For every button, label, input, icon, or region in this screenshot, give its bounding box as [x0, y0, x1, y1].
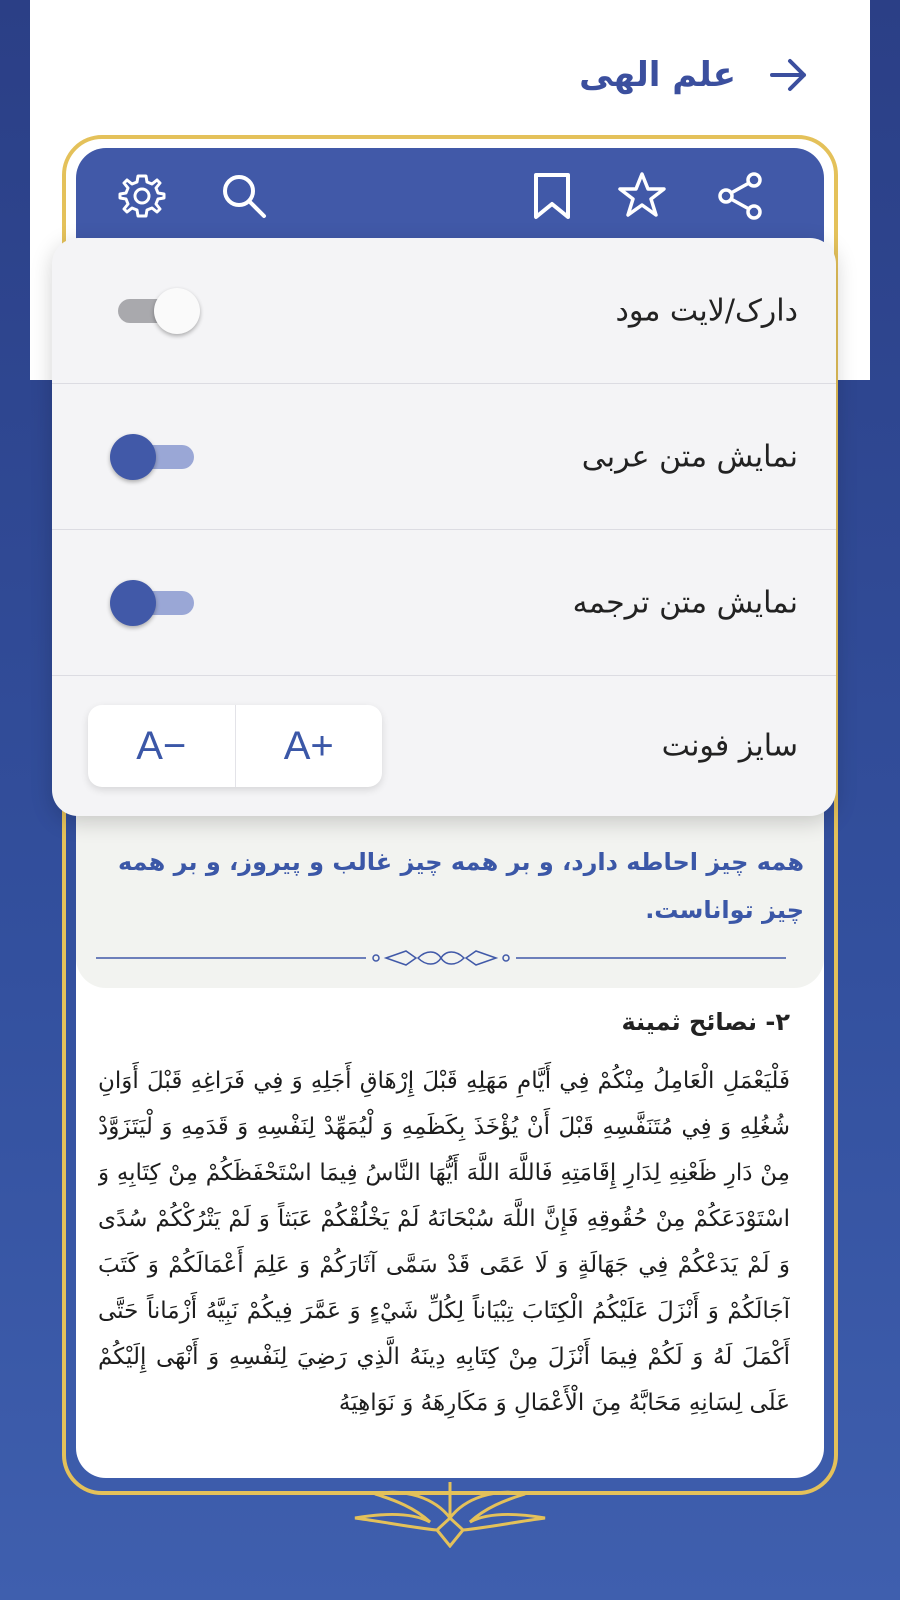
setting-label: دارک/لایت مود: [615, 293, 798, 328]
settings-panel: [52, 238, 836, 816]
page-title: علم الهی: [579, 55, 736, 95]
setting-row-dark-mode: [52, 238, 836, 384]
arrow-right-icon[interactable]: [766, 53, 810, 97]
bookmark-icon[interactable]: [526, 170, 578, 222]
font-size-control: [88, 705, 382, 787]
toggle-knob: [110, 434, 156, 480]
toggle-knob: [110, 580, 156, 626]
toggle-knob: [154, 288, 200, 334]
setting-row-arabic-text: [52, 384, 836, 530]
search-icon[interactable]: [218, 170, 270, 222]
section-heading: ۲- نصائح ثمینة: [621, 1008, 790, 1036]
gear-icon[interactable]: [116, 170, 168, 222]
setting-label: نمایش متن ترجمه: [572, 585, 798, 620]
setting-label: نمایش متن عربی: [581, 439, 798, 474]
share-icon[interactable]: [714, 170, 766, 222]
font-decrease-button[interactable]: A−: [136, 723, 187, 768]
arabic-text: فَلْيَعْمَلِ الْعَامِلُ مِنْكُمْ فِي أَيَّامِ مَهَلِهِ قَبْلَ إِرْهَاقِ أَجَلِهِ وَ فِي فَرَاغِهِ قَبْلَ أَوَانِ شُغُلِهِ وَ فِي مُتَنَفَّسِهِ قَبْلَ أَنْ يُؤْخَذَ بِكَظَمِهِ وَ لْيُمَهِّدْ لِنَفْسِهِ وَ قَدَمِهِ وَ لْيَتَزَوَّدْ مِنْ دَارِ ظَعْنِهِ لِدَارِ إِقَامَتِهِ فَاللَّهَ اللَّهَ أَيُّهَا النَّاسُ فِيمَا اسْتَحْفَظَكُمْ مِنْ كِتَابِهِ وَ اسْتَوْدَعَكُمْ مِنْ حُقُوقِهِ فَإِنَّ اللَّهَ سُبْحَانَهُ لَمْ يَخْلُقْكُمْ عَبَثاً وَ لَمْ يَتْرُكْكُمْ سُدًى وَ لَمْ يَدَعْكُمْ فِي جَهَالَةٍ وَ لَا عَمًى قَدْ سَمَّى آثَارَكُمْ وَ عَلِمَ أَعْمَالَكُمْ وَ كَتَبَ آجَالَكُمْ وَ أَنْزَلَ عَلَيْكُمُ الْكِتَابَ تِبْيَاناً لِكُلِّ شَيْءٍ وَ عَمَّرَ فِيكُمْ نَبِيَّهُ أَزْمَاناً حَتَّى أَكْمَلَ لَهُ وَ لَكُمْ فِيمَا أَنْزَلَ مِنْ كِتَابِهِ دِينَهُ الَّذِي رَضِيَ لِنَفْسِهِ وَ أَنْهَى إِلَيْكُمْ عَلَى لِسَانِهِ مَحَابَّهُ مِنَ الْأَعْمَالِ وَ مَكَارِهَهُ وَ نَوَاهِيَهُ: [98, 1068, 790, 1416]
font-increase-button[interactable]: A+: [235, 705, 383, 787]
ornamental-divider: [96, 948, 786, 968]
translation-text: همه چیز احاطه دارد، و بر همه چیز غالب و پیروز، و بر همه چیز تواناست.: [117, 848, 804, 924]
translation-text-toggle[interactable]: [110, 580, 200, 626]
setting-row-translation-text: [52, 530, 836, 676]
bottom-ornament: [345, 1478, 555, 1548]
setting-label: سایز فونت: [661, 728, 798, 764]
star-icon[interactable]: [616, 170, 668, 222]
arabic-text-toggle[interactable]: [110, 434, 200, 480]
app-header: [30, 30, 870, 120]
dark-mode-toggle[interactable]: [110, 288, 200, 334]
setting-row-font-size: [52, 676, 836, 816]
